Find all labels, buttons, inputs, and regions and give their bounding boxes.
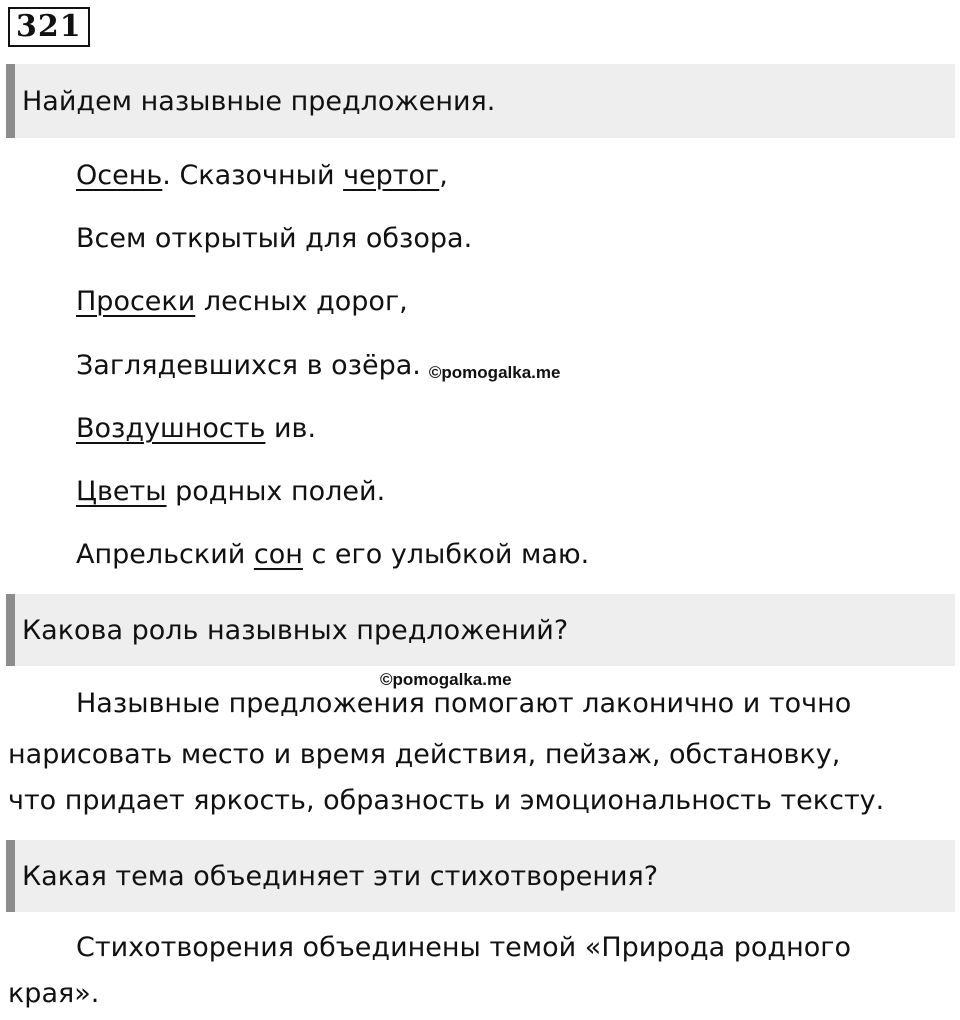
poem-text: ив.: [265, 413, 317, 444]
poem-line-7: [76, 539, 589, 570]
answer-2-line-1: Назывные предложения помогают лаконично и точно: [76, 688, 852, 719]
question-3: Какая тема объединяет эти стихотворения?: [22, 860, 659, 892]
poem-text: Заглядевшихся в озёра.: [76, 350, 421, 381]
poem-line-2: Всем открытый для обзора.: [76, 223, 473, 254]
poem-text: Апрельский: [76, 539, 254, 570]
watermark: ©pomogalka.me: [428, 363, 561, 382]
poem-text: лесных дорог,: [195, 286, 408, 317]
answer-2-line-2: нарисовать место и время действия, пейзаж, обстановку,: [8, 739, 841, 770]
question-2: Какова роль назывных предложений?: [22, 614, 569, 646]
poem-line-3: [76, 286, 408, 317]
nominative-subject: Просеки: [76, 286, 196, 317]
question-1-bar: [6, 64, 955, 138]
poem-line-5: [76, 413, 316, 444]
nominative-subject: Осень: [76, 160, 163, 191]
nominative-subject: Воздушность: [76, 413, 266, 444]
question-1: Найдем назывные предложения.: [22, 85, 496, 117]
poem-line-6: [76, 476, 385, 507]
poem-text: родных полей.: [166, 476, 386, 507]
poem-text: с его улыбкой маю.: [302, 539, 590, 570]
poem-text: . Сказочный: [162, 160, 344, 191]
answer-2-line-3: что придает яркость, образность и эмоциональность тексту.: [8, 785, 885, 816]
question-3-bar: [6, 840, 955, 912]
nominative-subject: чертог: [343, 160, 440, 191]
answer-3-line-2: края».: [8, 978, 100, 1009]
answer-3-line-1: Стихотворения объединены темой «Природа родного: [76, 932, 851, 963]
poem-line-4: [76, 350, 560, 381]
question-2-bar: [6, 594, 955, 666]
poem-text: ,: [439, 160, 448, 191]
exercise-number: 321: [8, 7, 90, 47]
nominative-subject: сон: [253, 539, 303, 570]
watermark: ©pomogalka.me: [380, 670, 512, 689]
nominative-subject: Цветы: [76, 476, 167, 507]
poem-line-1: [76, 160, 448, 191]
